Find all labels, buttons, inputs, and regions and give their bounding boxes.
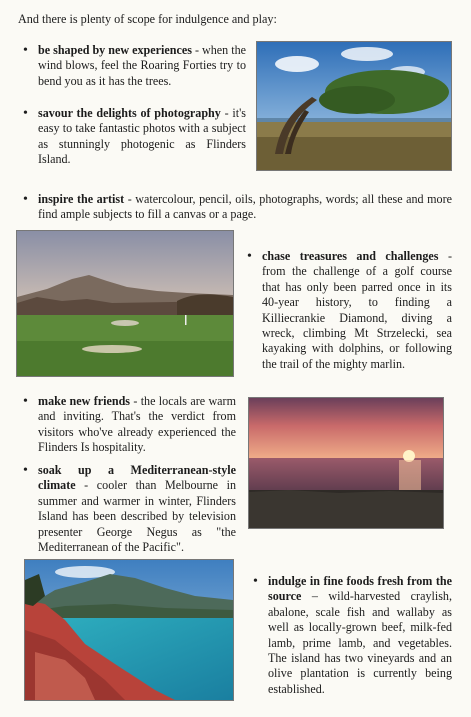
red-rocks-bay-photo	[24, 559, 234, 701]
bullet-dot: •	[247, 249, 252, 264]
intro-text: And there is plenty of scope for indulgence and play:	[18, 12, 277, 26]
bullet-heading: be shaped by new experiences	[38, 43, 192, 57]
bullet-inspire-artist	[23, 192, 452, 223]
bullet-dot: •	[23, 43, 28, 58]
bullet-body: - when the wind blows, feel the Roaring Forties try to bend you as it has the trees.	[38, 43, 247, 88]
bullet-heading: chase treasures and challenges	[262, 249, 439, 263]
bullet-fine-foods	[253, 574, 452, 697]
bullet-dot: •	[23, 192, 28, 207]
sunset-sea-photo	[248, 397, 444, 529]
bullet-shaped-by-experiences	[23, 43, 247, 89]
bullet-body: - from the challenge of a golf course that has only been parred once in its 40-year history, to finding a Killiecrankie Diamond, diving a wreck, climbing Mt Strzelecki, sea kayaking with dolphins, or following the trail of the mighty marlin.	[262, 249, 452, 371]
bullet-dot: •	[23, 394, 28, 409]
bullet-heading: inspire the artist	[38, 192, 125, 206]
bullet-dot: •	[253, 574, 258, 589]
bullet-new-friends	[23, 394, 236, 456]
bullet-body: - watercolour, pencil, oils, photographs, words; all these and more find ample subjects to fill a canvas or a page.	[38, 192, 452, 222]
bullet-body: - it's easy to take fantastic photos with a subject as stunningly photogenic as Flinders Island.	[38, 106, 246, 167]
bullet-mediterranean-climate	[23, 463, 236, 555]
bullet-body: - cooler than Melbourne in summer and warmer in winter, Flinders Island has been described by television presenter George Negus as "the Mediterranean of the Pacific".	[38, 478, 236, 555]
bullet-heading: make new friends	[38, 394, 130, 408]
bullet-body: - the locals are warm and inviting. That's the verdict from visitors who've already experienced the Flinders Is hospitality.	[38, 394, 236, 455]
golf-course-mountain-photo	[16, 230, 234, 377]
bullet-chase-treasures	[247, 249, 452, 372]
bullet-heading: soak up a Mediterranean-style climate	[38, 463, 236, 493]
bullet-heading: savour the delights of photography	[38, 106, 221, 120]
bullet-photography	[23, 106, 246, 168]
bullet-dot: •	[23, 106, 28, 121]
bullet-body: – wild-harvested craylish, abalone, scale fish and wallaby as well as locally-grown beef, milk-fed lamb, prime lamb, and vegetables. The island has two vineyards and an olive plantation is currently being established.	[268, 589, 452, 696]
bullet-dot: •	[23, 463, 28, 478]
windswept-tree-photo	[256, 41, 452, 171]
bullet-heading: indulge in fine foods fresh from the source	[268, 574, 452, 604]
